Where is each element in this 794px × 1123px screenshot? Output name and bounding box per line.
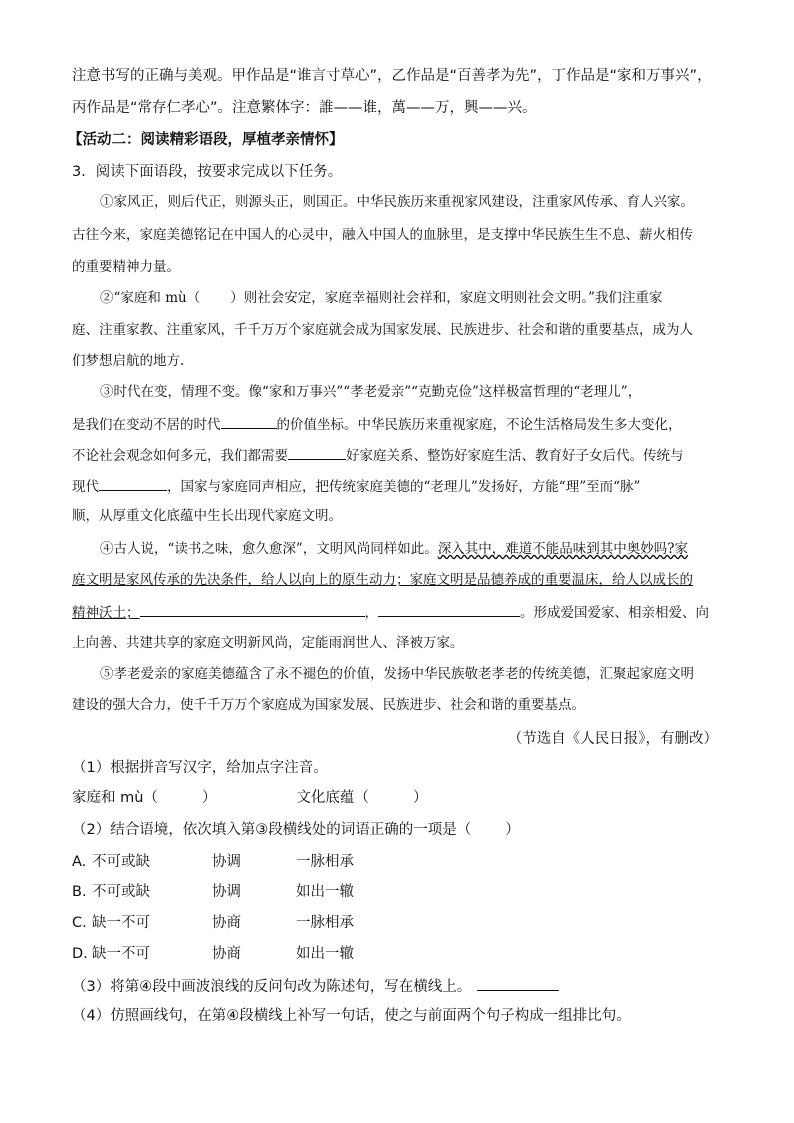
passage-p2-text-a: ②“家庭和 mù（ bbox=[100, 290, 201, 306]
passage-p2-line-2: 庭、注重家教、注重家风，千千万万个家庭就会成为国家发展、民族进步、社会和谐的重要基点，成为人 bbox=[72, 322, 693, 338]
fill-blank-4b[interactable] bbox=[378, 601, 520, 617]
intro-line-1: 注意书写的正确与美观。甲作品是“谁言寸草心”，乙作品是“百善孝为先”，丁作品是“家和万事兴”， bbox=[72, 68, 712, 84]
task-1-item-1-close: ） bbox=[201, 790, 217, 806]
task-1-items bbox=[72, 788, 427, 808]
option-c-word-2: 协商 bbox=[212, 915, 241, 931]
passage-p3-line-4b: ，国家与家庭同声相应，把传统家庭美德的“老理儿”发扬好，方能“理”至而“脉” bbox=[167, 479, 641, 495]
fill-blank-2[interactable] bbox=[288, 444, 346, 460]
option-a-label: A. bbox=[72, 854, 87, 870]
passage-p3-line-2 bbox=[72, 413, 682, 435]
option-a[interactable] bbox=[72, 852, 354, 872]
task-1-prompt: （1）根据拼音写汉字，给加点字注音。 bbox=[72, 760, 328, 776]
fill-blank-4a[interactable] bbox=[140, 601, 365, 617]
task-3-prompt bbox=[72, 975, 559, 997]
option-b-word-1: 不可或缺 bbox=[92, 884, 150, 900]
question-3-prompt: 3．阅读下面语段，按要求完成以下任务。 bbox=[72, 164, 343, 180]
passage-p5-line-2: 建设的强大合力，使千千万万个家庭成为国家发展、民族进步、社会和谐的重要基点。 bbox=[72, 697, 585, 713]
task-2-prompt-text: （2）结合语境，依次填入第③段横线处的词语正确的一项是（ bbox=[72, 822, 472, 838]
passage-p4-line-3 bbox=[72, 601, 709, 623]
underlined-sentences-line-2: 庭文明是家风传承的先决条件，给人以向上的原生动力；家庭文明是品德养成的重要温床，给人以成长的 bbox=[72, 572, 693, 588]
passage-source: （节选自《人民日报》，有删改） bbox=[507, 731, 718, 747]
option-d-word-2: 协商 bbox=[212, 946, 241, 962]
option-d-word-3: 如出一辙 bbox=[296, 946, 354, 962]
passage-p2-line-3: 们梦想启航的地方. bbox=[72, 353, 185, 369]
passage-p4-line-1 bbox=[100, 539, 688, 559]
option-b-label: B. bbox=[72, 884, 87, 900]
option-a-word-3: 一脉相承 bbox=[296, 854, 354, 870]
option-d-word-1: 缺一不可 bbox=[92, 946, 150, 962]
option-b-word-2: 协调 bbox=[212, 884, 241, 900]
option-d-label: D. bbox=[72, 946, 88, 962]
passage-p1-line-2: 古往今来，家庭美德铭记在中国人的心灵中，融入中国人的血脉里，是支撑中华民族生生不息、薪火相传 bbox=[72, 227, 693, 243]
passage-p3-line-4 bbox=[72, 475, 640, 497]
passage-p1-line-1: ①家风正，则后代正，则源头正，则国正。中华民族历来重视家风建设，注重家风传承、育人兴家。 bbox=[100, 194, 694, 210]
intro-line-2: 丙作品是“常存仁孝心”。注意繁体字：誰——谁，萬——万，興——兴。 bbox=[72, 100, 537, 116]
task-3-prompt-text: （3）将第④段中画波浪线的反问句改为陈述句，写在横线上。 bbox=[72, 979, 472, 995]
option-c-word-1: 缺一不可 bbox=[92, 915, 150, 931]
wavy-rhetorical-question: 深入其中，难道不能品味到其中奥妙吗?家 bbox=[437, 541, 689, 557]
option-a-word-2: 协调 bbox=[212, 854, 241, 870]
task-1-item-2: 文化底蕴（ bbox=[296, 790, 369, 806]
passage-p2-line-1 bbox=[100, 288, 662, 308]
option-c[interactable] bbox=[72, 913, 354, 933]
passage-p1-line-3: 的重要精神力量。 bbox=[72, 259, 180, 275]
option-c-word-3: 一脉相承 bbox=[296, 915, 354, 931]
passage-p4-line-4: 上向善、共建共享的家庭文明新风尚，定能雨润世人、泽被万家。 bbox=[72, 635, 464, 651]
passage-p4-line-3b: ， bbox=[364, 605, 378, 621]
option-c-label: C. bbox=[72, 915, 87, 931]
passage-p3-line-3a: 不论社会观念如何多元，我们都需要 bbox=[72, 448, 288, 464]
passage-p4-line-1a: ④古人说，“读书之味，愈久愈深”，文明风尚同样如此。 bbox=[100, 541, 438, 557]
option-a-word-1: 不可或缺 bbox=[92, 854, 150, 870]
passage-p4-line-3c: 。形成爱国爱家、相亲相爱、向 bbox=[520, 605, 709, 621]
underlined-sentence-end: 精神沃土； bbox=[72, 605, 140, 621]
task-1-item-1: 家庭和 mù（ bbox=[72, 790, 158, 806]
passage-p3-line-2a: 是我们在变动不居的时代 bbox=[72, 417, 221, 433]
passage-p3-line-1: ③时代在变，情理不变。像“家和万事兴”“孝老爱亲”“克勤克俭”这样极富哲理的“老理儿”， bbox=[100, 384, 642, 400]
passage-p3-line-4a: 现代 bbox=[72, 479, 99, 495]
passage-p3-line-5: 顺，从厚重文化底蕴中生长出现代家庭文明。 bbox=[72, 508, 342, 524]
task-4-prompt: （4）仿照画线句，在第④段横线上补写一句话，使之与前面两个句子构成一组排比句。 bbox=[72, 1008, 631, 1024]
task-2-prompt-close: ） bbox=[505, 822, 520, 838]
option-b-word-3: 如出一辙 bbox=[296, 884, 354, 900]
passage-p3-line-2b: 的价值坐标。中华民族历来重视家庭，不论生活格局发生多大变化， bbox=[276, 417, 682, 433]
fill-blank-3[interactable] bbox=[99, 475, 167, 491]
passage-p5-line-1: ⑤孝老爱亲的家庭美德蕴含了永不褪色的价值，发扬中华民族敬老孝老的传统美德，汇聚起家庭文明 bbox=[100, 666, 694, 682]
passage-p3-line-3b: 好家庭关系、整饬好家庭生活、教育好子女后代。传统与 bbox=[346, 448, 684, 464]
passage-p2-text-b: ）则社会安定，家庭幸福则社会祥和，家庭文明则社会文明。”我们注重家 bbox=[230, 290, 663, 306]
task-1-item-2-close: ） bbox=[412, 790, 428, 806]
task-3-answer-line[interactable] bbox=[477, 975, 559, 991]
option-d[interactable] bbox=[72, 944, 354, 964]
option-b[interactable] bbox=[72, 882, 354, 902]
passage-p3-line-3 bbox=[72, 444, 684, 466]
task-2-prompt bbox=[72, 820, 520, 840]
activity-heading: 【活动二：阅读精彩语段，厚植孝亲情怀】 bbox=[68, 132, 344, 148]
fill-blank-1[interactable] bbox=[221, 413, 277, 429]
